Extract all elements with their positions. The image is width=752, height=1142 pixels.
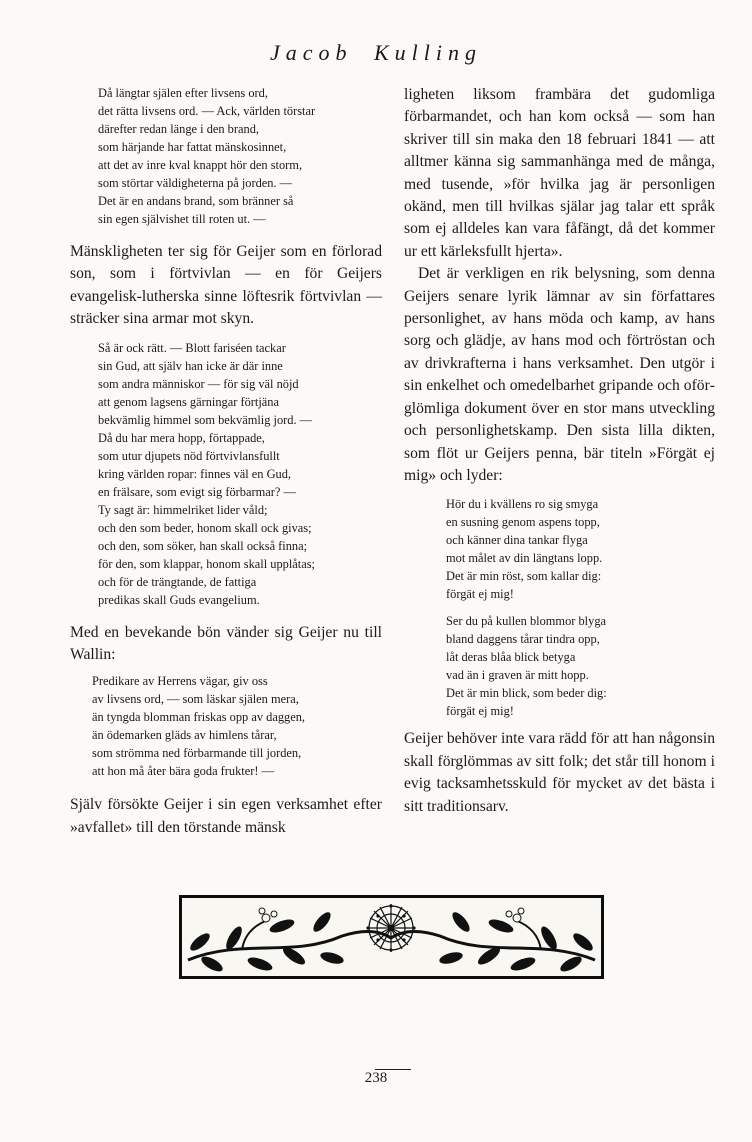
paragraph: ligheten liksom frambära det gudomliga förbarmandet, och han kom också — som han skriver till sin maka den 18 februari 1841 — att alltmer känna sig sammanhänga med de många, med tusende, »för hvilka jag är personligen okänd, men till hvilkas själar jag talar ett språk som ej alldeles kan vara fåfängt, då det kommer ur ett kärleksfullt hjerta». <box>404 86 715 260</box>
verse-line: att hon må åter bära goda frukter! — <box>92 764 274 779</box>
verse-line: som härjande har fattat mänskosinnet, <box>98 140 287 154</box>
verse-line: en frälsare, som evigt sig förbarmar? — <box>98 484 296 499</box>
poem-stanza-2 <box>446 612 715 720</box>
verse-line: förgät ej mig! <box>446 704 514 719</box>
verse-line: som utur djupets nöd förtvivlansfullt <box>98 448 280 463</box>
left-column <box>70 84 382 839</box>
verse-line: Ty sagt är: himmelriket lider våld; <box>98 502 268 517</box>
verse-line: Ser du på kullen blommor blyga <box>446 614 607 629</box>
verse-line: bekvämlig himmel som bekvämlig jord. — <box>98 412 313 427</box>
verse-line: att genom lagsens gärningar förtjäna <box>98 394 279 409</box>
verse-line: en susning genom aspens topp, <box>446 515 600 530</box>
right-column <box>404 84 715 818</box>
verse-line: Predikare av Herrens vägar, giv oss <box>92 674 268 689</box>
verse-line: av livsens ord, — som läskar själen mera, <box>92 692 299 707</box>
paragraph: Mänskligheten ter sig för Geijer som en förlorad son, som i förtvivlan — en för Geijers evangelisk-lutherska sinne löftesrik förtvivlan — sträcker sina armar mot skyn. <box>70 243 382 328</box>
poem-stanza-1 <box>446 495 715 603</box>
verse-line: kring världen ropar: finnes väl en Gud, <box>98 466 292 481</box>
verse-line: som andra människor — för sig väl nöjd <box>98 376 299 391</box>
verse-line: vad än i graven är mitt hopp. <box>446 668 589 683</box>
running-title: Jacob Kulling <box>269 40 483 65</box>
verse-line: Det är en andans brand, som bränner så <box>98 194 294 208</box>
verse-line: och den, som söker, han skall också finna; <box>98 538 308 553</box>
verse-line: Så är ock rätt. — Blott fariséen tackar <box>98 340 286 355</box>
paragraph: Med en bevekande bön vänder sig Geijer nu till Wallin: <box>70 623 382 664</box>
verse-line: och känner dina tankar flyga <box>446 533 588 548</box>
floral-vignette-icon <box>179 895 604 979</box>
paragraph: Det är verkligen en rik belysning, som denna Geijers senare lyrik lämnar av sin författares personlighet, av hans möda och kamp, av hans sorg och glädje, av hans mod och förtröstan och av drivkrafterna i hans verksamhet. Den utgör i sin enkelhet och omedelbarhet gripande och oförglömliga dokument över en stor mans utveckling och personlighetskamp. Den sista lilla dikten, som flöt ur Geijers penna, bär titeln »Förgät ej mig» och lyder: <box>404 265 715 484</box>
paragraph: Geijer behöver inte vara rädd för att han någonsin skall förglömmas av sitt folk; det står till honom i evig tacksamhetsskuld för mycket av det bästa i sitt traditionsarv. <box>404 730 715 815</box>
verse-line: predikas skall Guds evangelium. <box>98 592 260 607</box>
verse-line: Då du har mera hopp, förtappade, <box>98 430 265 445</box>
verse-line: att det av inre kval knappt hör den storm, <box>98 158 303 172</box>
verse-line: sin egen självishet till roten ut. — <box>98 212 266 226</box>
verse-line: Det är min blick, som beder dig: <box>446 686 607 701</box>
verse-excerpt-3 <box>92 672 382 780</box>
verse-line: Då längtar själen efter livsens ord, <box>98 86 268 100</box>
verse-line: än ödemarken gläds av himlens tårar, <box>92 728 277 743</box>
verse-line: förgät ej mig! <box>446 587 514 602</box>
verse-excerpt-1 <box>98 84 382 228</box>
verse-line: som strömma ned förbarmande till jorden, <box>92 746 302 761</box>
verse-line: Hör du i kvällens ro sig smyga <box>446 497 599 512</box>
verse-line: bland daggens tårar tindra opp, <box>446 632 600 647</box>
verse-line: för den, som klappar, honom skall upplåtas; <box>98 556 315 571</box>
verse-line: och för de trängtande, de fattiga <box>98 574 257 589</box>
verse-line: mot målet av din längtans lopp. <box>446 551 603 566</box>
verse-line: låt deras blåa blick betyga <box>446 650 576 665</box>
page-number: 238 <box>364 1070 388 1086</box>
verse-line: därefter redan länge i den brand, <box>98 122 259 136</box>
verse-line: det rätta livsens ord. — Ack, världen törstar <box>98 104 316 118</box>
verse-line: Det är min röst, som kallar dig: <box>446 569 602 584</box>
verse-line: som störtar väldigheterna på jorden. — <box>98 176 293 190</box>
verse-excerpt-2 <box>98 339 382 609</box>
paragraph: Själv försökte Geijer i sin egen verksamhet efter »avfallet» till den törstande mänsk <box>70 796 382 836</box>
verse-line: än tyngda blomman friskas opp av daggen, <box>92 710 306 725</box>
verse-line: och den som beder, honom skall ock givas; <box>98 520 312 535</box>
verse-line: sin Gud, att själv han icke är där inne <box>98 358 283 373</box>
